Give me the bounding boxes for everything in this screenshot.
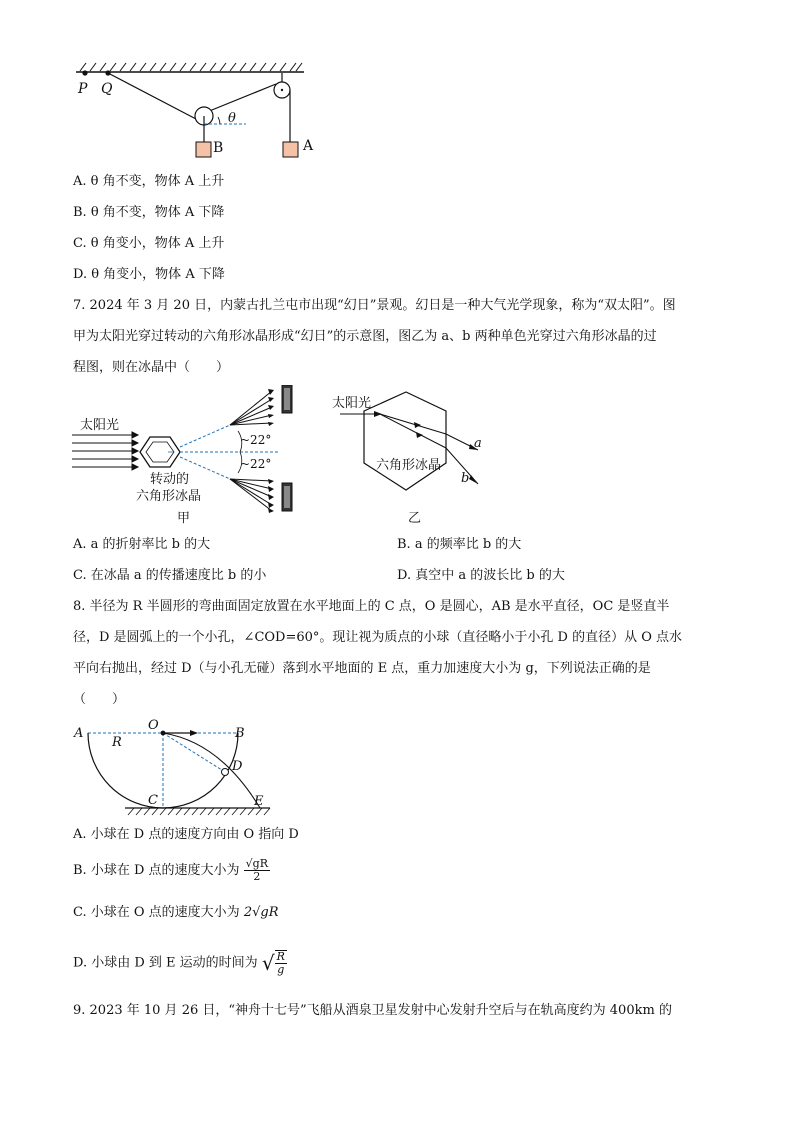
yi-sunlight-label: 太阳光 — [332, 396, 372, 411]
q7-stem-line1: 7. 2024 年 3 月 20 日，内蒙古扎兰屯市出现“幻日”景观。幻日是一种大气光学现象，称为“双太阳”。图 — [73, 298, 676, 313]
label-p: P — [78, 81, 88, 97]
q6-option-c: C. θ 角变小，物体 A 上升 — [73, 236, 225, 251]
jia-caption: 甲 — [177, 511, 191, 526]
q9-stem-line1: 9. 2023 年 10 月 26 日，“神舟十七号”飞船从酒泉卫星发射中心发射升空后与在轨高度约为 400km 的 — [73, 1003, 672, 1018]
q6-option-b: B. θ 角不变，物体 A 下降 — [73, 205, 225, 220]
label-a: A — [303, 138, 314, 154]
jia-sunlight-label: 太阳光 — [80, 418, 120, 433]
jia-angle-top: ~22° — [240, 433, 272, 447]
yi-caption: 乙 — [408, 511, 422, 526]
semicircle-figure — [80, 722, 280, 817]
q8-option-b-fraction — [244, 858, 270, 883]
q7-option-c: C. 在冰晶 a 的传播速度比 b 的小 — [73, 568, 267, 583]
block-b — [196, 142, 211, 157]
fig8-label-a: A — [74, 726, 84, 741]
q8-stem-line1: 8. 半径为 R 半圆形的弯曲面固定放置在水平地面上的 C 点，O 是圆心，AB 是水平直径，OC 是竖直半 — [73, 599, 670, 614]
q8-stem-line3: 平向右抛出，经过 D（与小孔无碰）落到水平地面的 E 点，重力加速度大小为 g，下列说法正确的是 — [73, 661, 651, 676]
fig8-label-o: O — [148, 718, 159, 733]
q7-option-b: B. a 的频率比 b 的大 — [397, 537, 522, 552]
fig8-label-r: R — [112, 735, 122, 750]
jia-crystal-label-2: 六角形冰晶 — [136, 489, 202, 504]
fig8-label-c: C — [148, 793, 158, 808]
point-p — [82, 70, 87, 75]
jia-crystal-label-1: 转动的 — [150, 472, 190, 487]
q8-option-b-numerator: √gR — [245, 857, 268, 870]
q8-option-d-denominator: g — [277, 963, 285, 976]
q8-stem-line2: 径，D 是圆弧上的一个小孔，∠COD=60°。现让视为质点的小球（直径略小于小孔 D 的直径）从 O 点水 — [73, 630, 683, 645]
q8-option-d: D. 小球由 D 到 E 运动的时间为 √ $\frac{R}{g}$ — [73, 950, 285, 976]
q8-option-d-numerator: R — [276, 950, 285, 963]
q7-option-d: D. 真空中 a 的波长比 b 的大 — [397, 568, 565, 583]
hole-d — [222, 769, 229, 776]
q7-stem-line3: 程图，则在冰晶中（ ） — [73, 360, 230, 375]
point-o — [161, 731, 166, 736]
q6-option-d: D. θ 角变小，物体 A 下降 — [73, 267, 225, 282]
q8-option-d-prefix: D. 小球由 D 到 E 运动的时间为 — [73, 955, 258, 971]
jia-angle-bottom: ~22° — [240, 457, 272, 471]
fig8-label-d: D — [232, 759, 243, 774]
fig8-label-e: E — [254, 794, 264, 809]
pulley-figure — [70, 58, 320, 168]
q8-option-b — [73, 858, 270, 883]
q6-option-a: A. θ 角不变，物体 A 上升 — [73, 174, 225, 189]
label-theta: θ — [228, 111, 236, 126]
hexagon-yi — [364, 392, 446, 490]
q8-option-b-denominator: 2 — [253, 870, 261, 883]
q8-option-b-prefix: B. 小球在 D 点的速度大小为 — [73, 863, 240, 878]
q8-option-c-value: 2√gR — [243, 905, 279, 920]
q7-stem-line2: 甲为太阳光穿过转动的六角形冰晶形成“幻日”的示意图，图乙为 a、b 两种单色光穿过六角形冰晶的过 — [73, 329, 657, 344]
q8-stem-line4: （ ） — [73, 692, 126, 707]
q7-option-a: A. a 的折射率比 b 的大 — [73, 537, 211, 552]
q8-option-d-fraction — [275, 950, 287, 976]
yi-ray-a: a — [474, 436, 482, 451]
fig8-label-b: B — [235, 726, 245, 741]
block-a — [283, 142, 298, 157]
yi-ray-b: b — [461, 471, 470, 486]
q8-option-c — [73, 905, 278, 921]
q8-option-a: A. 小球在 D 点的速度方向由 O 指向 D — [73, 827, 299, 842]
label-q: Q — [101, 81, 113, 97]
label-b: B — [213, 140, 224, 156]
yi-crystal-label: 六角形冰晶 — [376, 458, 442, 473]
q8-option-c-prefix: C. 小球在 O 点的速度大小为 — [73, 905, 240, 920]
